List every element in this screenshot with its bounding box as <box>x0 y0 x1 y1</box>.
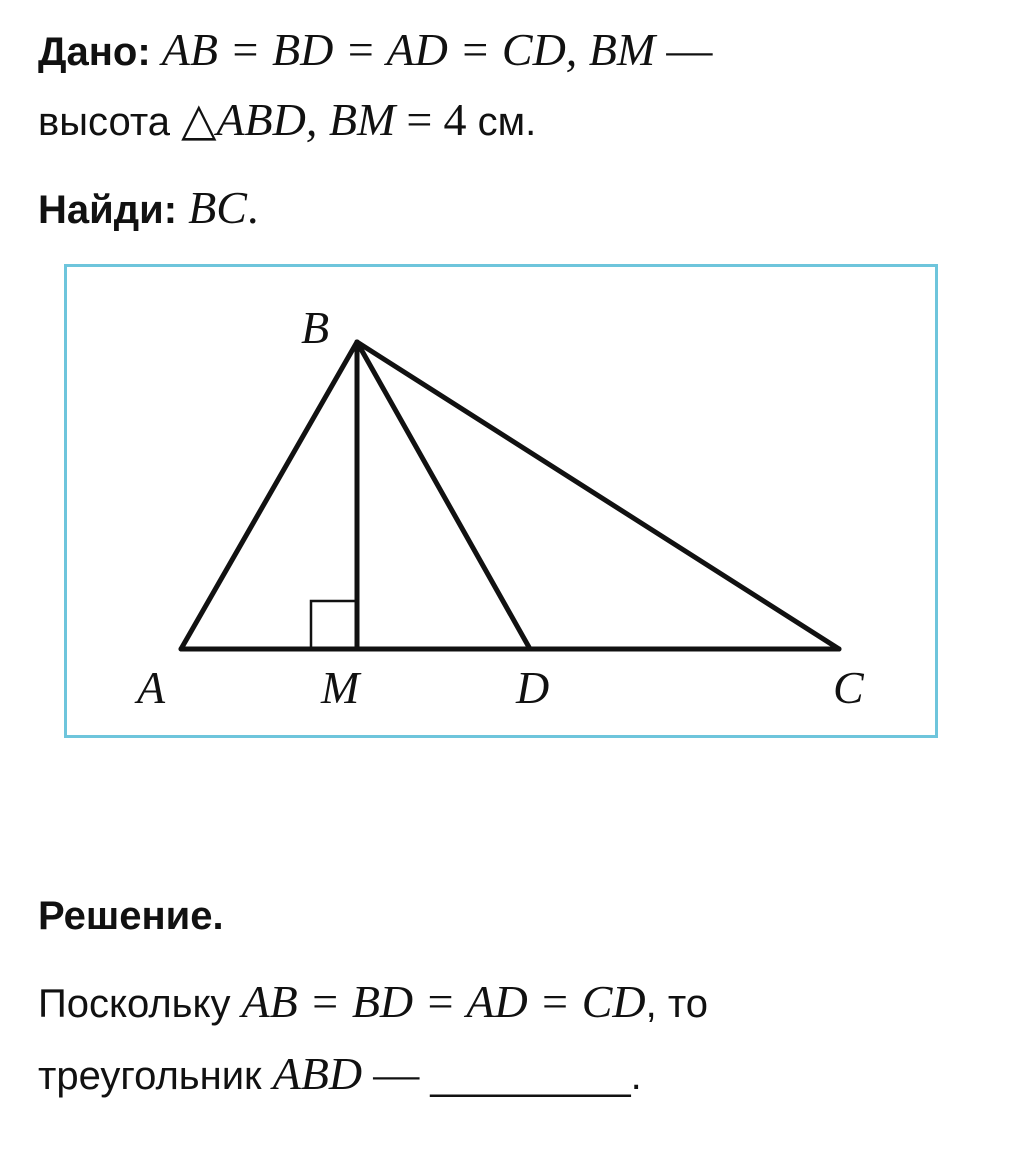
solution-equation: AB = BD = AD = CD <box>241 976 646 1027</box>
given-triangle-name: ABD, BM <box>216 94 396 145</box>
solution-prefix: Поскольку <box>38 982 231 1026</box>
find-target: BC <box>188 182 247 233</box>
point-label-a: A <box>137 662 166 713</box>
given-unit: см. <box>477 100 537 144</box>
solution-suffix: , то <box>645 982 708 1026</box>
geometry-figure <box>64 264 938 738</box>
given-label: Дано: <box>38 30 151 74</box>
given-dash: — <box>666 24 713 75</box>
segment-bd <box>357 342 530 649</box>
given-equation: AB = BD = AD = CD, BM <box>161 24 656 75</box>
triangle-symbol: △ <box>181 94 217 145</box>
point-label-m: M <box>321 662 360 713</box>
given-line-1 <box>38 22 712 77</box>
solution-triangle-word: треугольник <box>38 1054 262 1098</box>
given-word-height: высота <box>38 100 170 144</box>
find-period: . <box>246 182 259 233</box>
segment-bc <box>357 342 839 649</box>
find-label: Найди: <box>38 188 178 232</box>
right-angle-mark <box>311 601 357 649</box>
solution-heading: Решение. <box>38 894 224 938</box>
given-value: 4 <box>443 94 467 145</box>
point-label-c: C <box>833 662 864 713</box>
point-label-b: B <box>301 302 330 353</box>
solution-line-1 <box>38 974 708 1029</box>
find-line <box>38 180 258 235</box>
solution-triangle-name: ABD <box>272 1048 363 1099</box>
given-line-2 <box>38 92 536 147</box>
answer-blank[interactable]: _________. <box>430 1054 642 1098</box>
triangle-diagram <box>67 267 935 735</box>
segment-ab <box>181 342 357 649</box>
point-label-d: D <box>516 662 550 713</box>
solution-dash: — <box>373 1048 420 1099</box>
given-equals: = <box>406 94 433 145</box>
solution-line-2 <box>38 1046 642 1101</box>
